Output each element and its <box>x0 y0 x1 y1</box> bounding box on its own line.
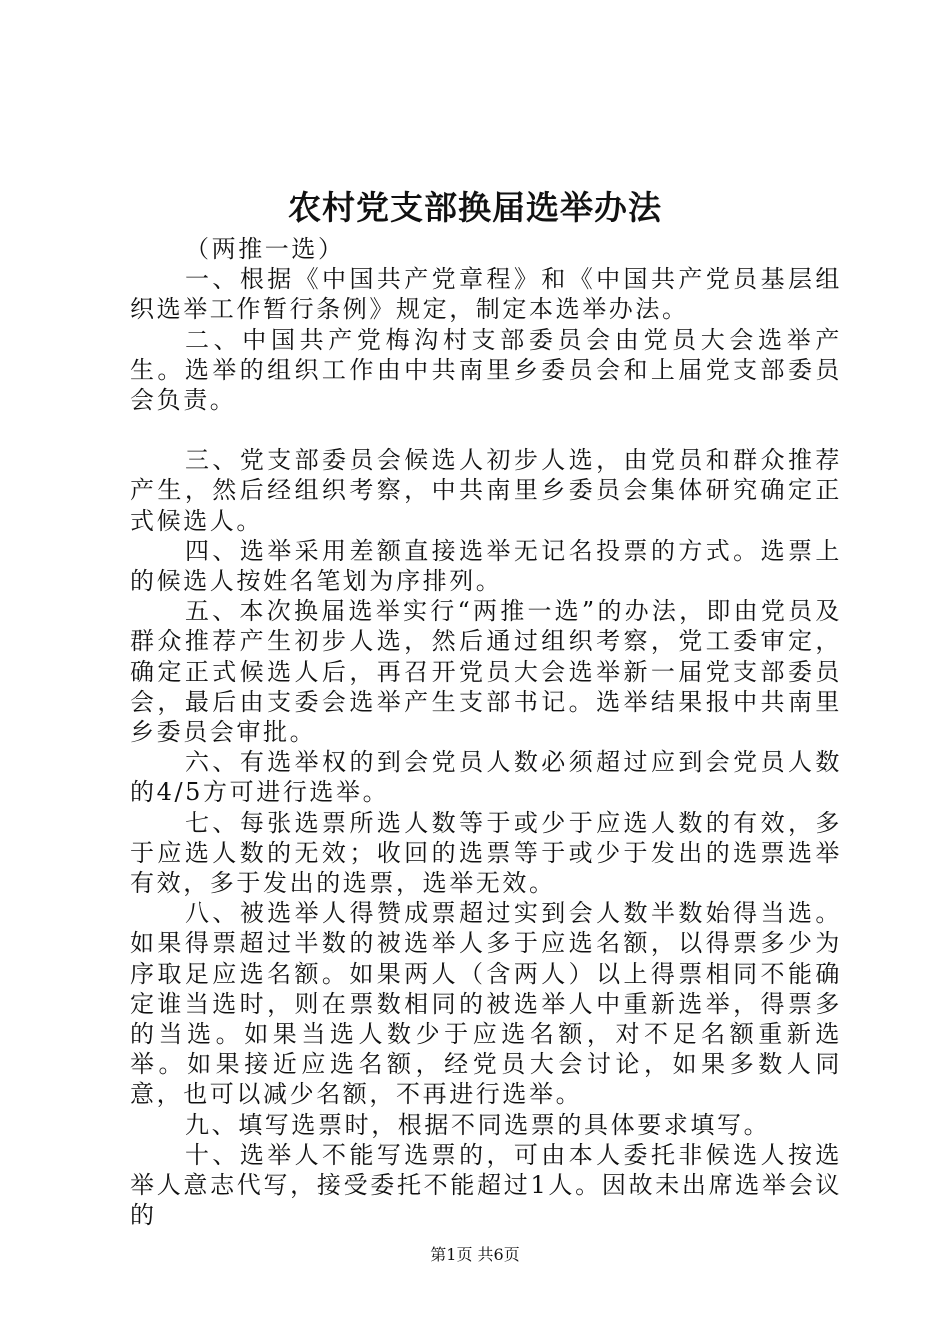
document-body <box>130 234 842 1231</box>
subtitle: （两推一选） <box>185 235 345 263</box>
paragraph-6: 六、有选举权的到会党员人数必须超过应到会党员人数的4/5方可进行选举。 <box>130 748 842 807</box>
paragraph-4: 四、选举采用差额直接选举无记名投票的方式。选票上的候选人按姓名笔划为序排列。 <box>130 536 842 596</box>
paragraph-5: 五、本次换届选举实行“两推一选”的办法，即由党员及群众推荐产生初步人选，然后通过组织考察，党工委审定，确定正式候选人后，再召开党员大会选举新一届党支部委员会，最后由支委会选举产生支部书记。选举结果报中共南里乡委员会审批。 <box>130 597 842 747</box>
page-footer: 第1页 共6页 <box>430 1245 520 1264</box>
paragraph-1: 一、根据《中国共产党章程》和《中国共产党员基层组织选举工作暂行条例》规定，制定本选举办法。 <box>130 265 842 324</box>
paragraph-3: 三、党支部委员会候选人初步人选，由党员和群众推荐产生，然后经组织考察，中共南里乡委员会集体研究确定正式候选人。 <box>130 446 842 535</box>
paragraph-2: 二、中国共产党梅沟村支部委员会由党员大会选举产生。选举的组织工作由中共南里乡委员会和上届党支部委员会负责。 <box>130 325 842 415</box>
paragraph-7: 七、每张选票所选人数等于或少于应选人数的有效，多于应选人数的无效；收回的选票等于或少于发出的选票选举有效，多于发出的选票，选举无效。 <box>130 808 842 898</box>
paragraph-8: 八、被选举人得赞成票超过实到会人数半数始得当选。如果得票超过半数的被选举人多于应选名额，以得票多少为序取足应选名额。如果两人（含两人）以上得票相同不能确定谁当选时，则在票数相同的被选举人中重新选举，得票多的当选。如果当选人数少于应选名额，对不足名额重新选举。如果接近应选名额，经党员大会讨论，如果多数人同意，也可以减少名额，不再进行选举。 <box>130 899 842 1109</box>
paragraph-10: 十、选举人不能写选票的，可由本人委托非候选人按选举人意志代写，接受委托不能超过1人。因故未出席选举会议的 <box>130 1140 842 1230</box>
paragraph-9: 九、填写选票时，根据不同选票的具体要求填写。 <box>185 1110 771 1139</box>
document-title: 农村党支部换届选举办法 <box>288 188 662 227</box>
